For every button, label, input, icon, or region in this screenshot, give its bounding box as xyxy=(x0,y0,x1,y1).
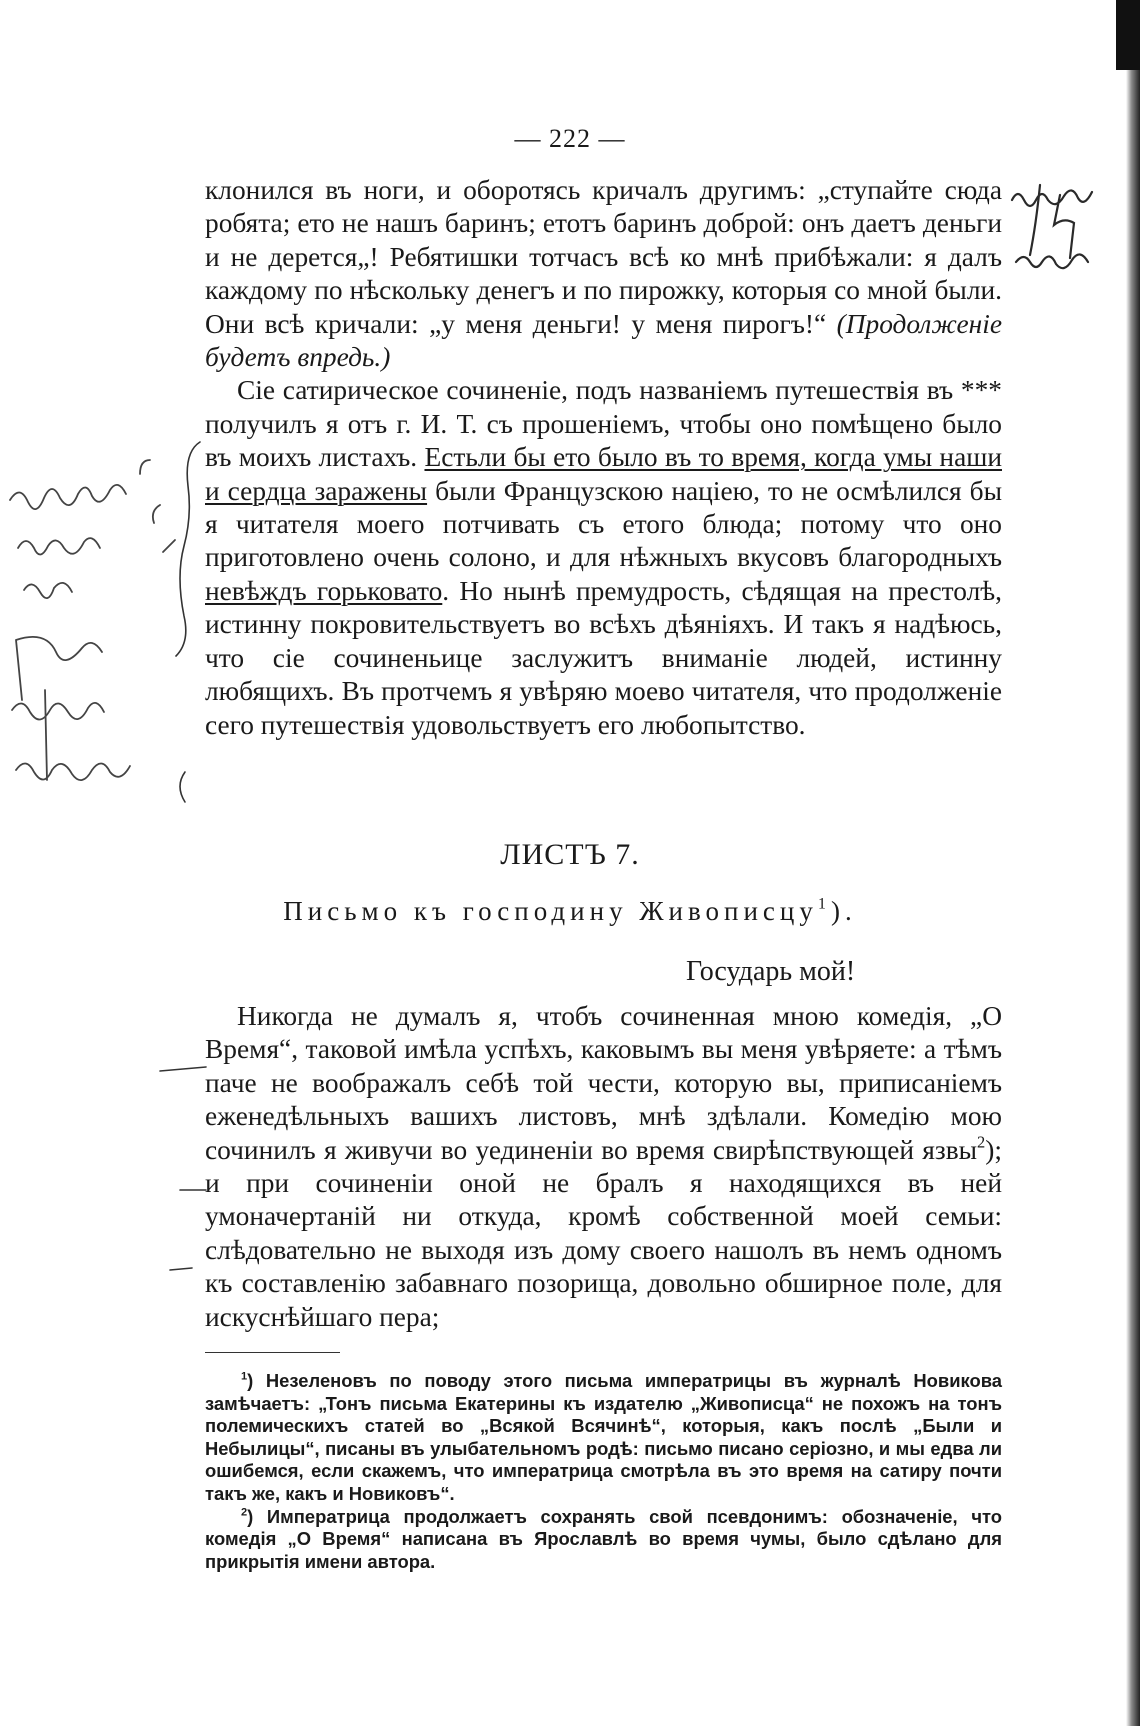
letter-title xyxy=(0,896,1140,927)
footnote-divider xyxy=(205,1352,340,1353)
intro-p2-part-a: Сіе сатирическое сочиненіе, подъ названіемъ путешествія въ *** получилъ я отъ г. И. Т. съ прошеніемъ, чтобы оно помѣщено было въ моихъ листахъ. xyxy=(205,375,1002,473)
margin-scribble-right xyxy=(1012,185,1092,268)
letter-title-text: Письмо къ господину Живописцу xyxy=(283,896,818,926)
margin-scribble-left xyxy=(10,460,175,780)
letter-paragraph xyxy=(205,1000,1002,1334)
letter-body-part-a: Никогда не думалъ я, чтобъ сочиненная мною комедія, „О Время“, таковой имѣла успѣхъ, каковымъ вы меня увѣряете: а тѣмъ паче не воображалъ себѣ той чести, которую вы, приписаніемъ еженедѣльныхъ вашихъ листовъ, мнѣ здѣлали. Комедію мою сочинилъ я живучи во уединеніи во время свирѣпствующей язвы xyxy=(205,1001,1002,1165)
footnote-ref-2: 2 xyxy=(977,1132,986,1152)
footnote-2-mark: 2 xyxy=(241,1505,248,1518)
page-number: — 222 — xyxy=(514,124,626,153)
scan-edge-corner xyxy=(1116,0,1140,70)
letter-body-part-b: ); и при сочиненіи оной не бралъ я находящихся въ ней умоначертаній ни откуда, кромѣ собственной моей семьи: слѣдовательно не выходя изъ дому своего нашолъ въ немъ одномъ къ составленію забавнаго позорища, довольно обширное поле, для искуснѣйшаго пера; xyxy=(205,1134,1002,1332)
footnotes xyxy=(205,1370,1002,1573)
continuation-note: (Продолженіе будетъ впредь.) xyxy=(205,308,1002,373)
footnote-1-text: ) Незеленовъ по поводу этого письма императрицы въ журналѣ Новикова замѣчаетъ: „Тонъ письма Екатерины къ издателю „Живописца“ не похожъ на тонъ полемическихъ статей во „Всякой Всячинѣ“, которыя, какъ послѣ „Были и Небылицы“, писаны въ улыбательномъ родѣ: письмо писано серіозно, и мы едва ли ошибемся, если скажемъ, что императрица смотрѣла въ это время на сатиру почти такъ же, какъ и Новиковъ“. xyxy=(205,1370,1002,1504)
underlined-passage-2: невѣждъ горьковато xyxy=(205,575,443,606)
intro-p2-part-b: были Французскою націею, то не осмѣлился бы я читателя моего потчивать съ етого блюда; потому что оно приготовлено очень солоно, и для нѣжныхъ вкусовъ благородныхъ xyxy=(205,475,1002,573)
footnote-2-text: ) Императрица продолжаетъ сохранять свой псевдонимъ: обозначеніе, что комедія „О Время“ написана въ Ярославлѣ во время чумы, было сдѣлано для прикрытія имени автора. xyxy=(205,1505,1002,1572)
intro-paragraph-2 xyxy=(205,374,1002,741)
salutation: Государь мой! xyxy=(686,956,856,987)
sheet-heading: ЛИСТЪ 7. xyxy=(500,838,640,871)
underlined-passage-1: Естьли бы ето было въ то время, когда умы наши и сердца заражены xyxy=(205,442,1002,506)
letter-title-close: ). xyxy=(830,896,857,926)
footnote-ref-1: 1 xyxy=(817,894,831,913)
intro-section xyxy=(205,174,1002,742)
intro-p2-part-c: . Но нынѣ премудрость, сѣдящая на престолѣ, истинну покровительствуетъ во всѣхъ дѣяніяхъ. И такъ я надѣюсь, что сіе сочиненьице заслужитъ вниманіе людей, истинну любящихъ. Въ протчемъ я увѣряю моево читателя, что продолженіе сего путешествія удовольствуетъ его любопытство. xyxy=(205,575,1002,740)
letter-body xyxy=(205,1000,1002,1334)
footnote-2 xyxy=(205,1506,1002,1574)
intro-paragraph-1 xyxy=(205,174,1002,374)
footnote-1 xyxy=(205,1370,1002,1506)
footnote-1-mark: 1 xyxy=(241,1370,248,1383)
intro-p1-text: клонился въ ноги, и оборотясь кричалъ другимъ: „ступайте сюда робята; ето не нашъ баринъ; етотъ баринъ доброй: онъ даетъ деньги и не дерется„! Ребятишки тотчасъ всѣ ко мнѣ прибѣжали: я далъ каждому по нѣскольку денегъ и по пирожку, которыя со мной были. Они всѣ кричали: „у меня деньги! у меня пирогъ!“ xyxy=(205,175,1002,339)
